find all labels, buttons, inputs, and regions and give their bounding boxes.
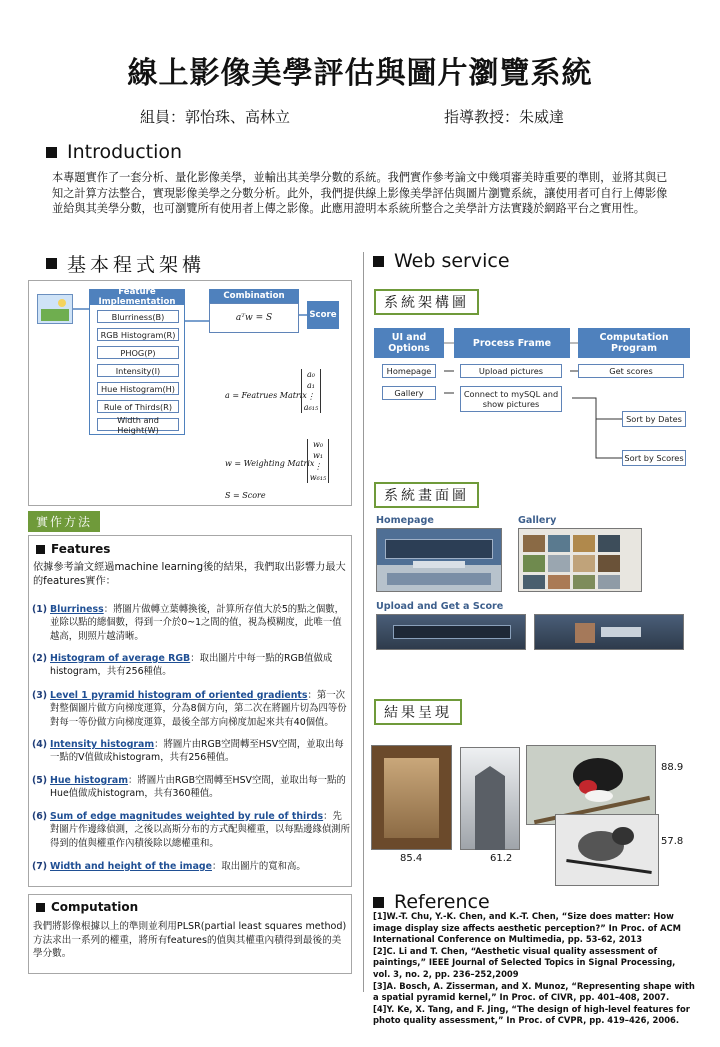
features-intro: 依據參考論文經過machine learning後的結果，我們取出影響力最大的features實作：: [33, 562, 346, 587]
window-photo: [371, 745, 452, 850]
introduction-text: 本專題實作了一套分析、量化影像美學，並輸出其美學分數的系統。我們實作參考論文中幾項審美時重要的準則，並將其與已知之計算方法整合，實現影像美學之分數分析。此外，我們提供線上影像美學評估與圖片瀏覽系統，讓使用者可自行上傳影像並給與其美學分數，也可瀏覽所有使用者上傳之影像。此應用證明本系統所整合之美學計方法實踐於網路平台之實用性。: [52, 171, 668, 215]
results-tag: 結果呈現: [374, 699, 462, 725]
item-number: (4): [32, 739, 48, 750]
vector-a: [301, 369, 321, 413]
feature-item: [32, 689, 350, 729]
feature-item: [32, 738, 350, 765]
vector-w: [307, 439, 329, 483]
item-desc: ：將圖片由RGB空間轉至HSV空間，並取出每一點的V值做成histogram，共有256種值。: [50, 739, 344, 764]
web-heading: [373, 250, 510, 272]
feature-item: [32, 652, 350, 679]
combination-header: Combination: [209, 289, 299, 303]
gallery-screenshot: [518, 528, 642, 592]
item-name: Hue histogram: [50, 775, 128, 786]
feature-box: Rule of Thirds(R): [97, 400, 179, 413]
item-number: (6): [32, 811, 48, 822]
reference-list: [373, 911, 695, 1027]
vector-w-entry: w₁: [312, 451, 324, 460]
reference-entry: [3]A. Bosch, A. Zisserman, and X. Munoz, “Representing shape with a spatial pyramid kernel,” In Proc. of CIVR, pp. 401–408, 2007.: [373, 980, 695, 1003]
homepage-screenshot: [376, 528, 502, 592]
feature-box: Intensity(I): [97, 364, 179, 377]
feature-box: Blurriness(B): [97, 310, 179, 323]
eq-a: a = Featrues Matrix: [225, 391, 307, 400]
bullet-square-icon: [46, 258, 57, 269]
item-desc: ：先對圖片作邊緣偵測，之後以高斯分布的方式配與權重，以每點邊緣偵測所得到的值與權重作內積後除以總權重和。: [50, 811, 351, 849]
introduction-heading: [46, 141, 182, 163]
column-divider: [363, 252, 364, 992]
bullet-square-icon: [373, 256, 384, 267]
item-name: Histogram of average RGB: [50, 653, 191, 664]
bird-bw-photo: [555, 814, 659, 886]
homepage-box: Homepage: [382, 364, 436, 378]
upload-pictures-box: Upload pictures: [460, 364, 562, 378]
upload-screenshot-2: [534, 614, 684, 650]
feature-item: [32, 603, 350, 643]
bullet-square-icon: [373, 897, 384, 908]
eq-s: S = Score: [225, 491, 266, 500]
item-name: Sum of edge magnitudes weighted by rule of thirds: [50, 811, 324, 822]
web-heading-text: Web service: [394, 250, 510, 272]
item-desc: ：將圖片由RGB空間轉至HSV空間，並取出每一點的Hue值做成histogram，共有360種值。: [50, 775, 346, 800]
bullet-square-icon: [36, 903, 45, 912]
item-number: (5): [32, 775, 48, 786]
item-number: (3): [32, 690, 48, 701]
item-name: Level 1 pyramid histogram of oriented gradients: [50, 690, 308, 701]
vector-a-entry: ⋮: [307, 392, 315, 401]
computation-text: 我們將影像根據以上的準則並利用PLSR(partial least squares method)方法求出一系列的權重，將所有features的值與其權重內積得到最後的美學分數。: [33, 921, 347, 959]
score-building: 61.2: [490, 853, 513, 864]
feature-box: PHOG(P): [97, 346, 179, 359]
get-scores-box: Get scores: [578, 364, 684, 378]
score-box: Score: [307, 301, 339, 329]
feature-item: [32, 810, 350, 850]
reference-entry: [2]C. Li and T. Chen, “Aesthetic visual quality assessment of paintings,” IEEE Journal of Selected Topics in Signal Processing, vol. 3, no. 2, pp. 236–252,2009: [373, 945, 676, 979]
homepage-label: Homepage: [376, 515, 434, 526]
score-window: 85.4: [400, 853, 423, 864]
features-heading: [36, 542, 110, 556]
poster-title: 線上影像美學評估與圖片瀏覽系統: [127, 56, 593, 91]
connect-mysql-box: Connect to mySQL and show pictures: [460, 386, 562, 412]
item-desc: ：將圖片做轉立葉轉換後，計算所存值大於5的點之個數，並除以點的總個數，得到一介於0~1之間的值，視為模糊度，此唯一值越高，則照片越清晰。: [50, 604, 345, 642]
item-name: Blurriness: [50, 604, 104, 615]
computation-heading: [36, 900, 138, 914]
architecture-heading-text: 基本程式架構: [67, 254, 206, 276]
system-architecture-tag: 系統架構圖: [374, 289, 479, 315]
item-desc: ：取出圖片的寬和高。: [211, 861, 306, 872]
feature-header: Feature Implementation: [89, 289, 185, 305]
reference-heading: [373, 891, 490, 913]
reference-entry: [1]W.-T. Chu, Y.-K. Chen, and K.-T. Chen, “Size does matter: How image display size affects aesthetic perception?” In Proc. of ACM International Conference on Multimedia, pp. 53-62, 2013: [373, 911, 682, 945]
item-number: (1): [32, 604, 48, 615]
feature-box: Width and Height(W): [97, 418, 179, 431]
bullet-square-icon: [46, 147, 57, 158]
feature-box: RGB Histogram(R): [97, 328, 179, 341]
advisor: 指導教授：朱威達: [444, 108, 565, 126]
score-bird-bw: 57.8: [661, 836, 684, 847]
architecture-diagram: [28, 280, 352, 506]
upload-label: Upload and Get a Score: [376, 601, 504, 612]
feature-item: [32, 860, 350, 873]
gallery-box: Gallery: [382, 386, 436, 400]
combination-formula: aᵀw = S: [209, 303, 299, 333]
implementation-tag: 實作方法: [28, 511, 100, 532]
vector-w-entry: w₀: [312, 440, 324, 449]
score-bird: 88.9: [661, 762, 684, 773]
vector-w-entry: w₆₁₅: [309, 473, 327, 482]
upload-screenshot-1: [376, 614, 526, 650]
sort-by-dates-box: Sort by Dates: [622, 411, 686, 427]
bullet-square-icon: [36, 545, 45, 554]
vector-a-entry: a₁: [307, 381, 315, 390]
gallery-label: Gallery: [518, 515, 557, 526]
process-frame-header: Process Frame: [454, 328, 570, 358]
sort-by-scores-box: Sort by Scores: [622, 450, 686, 466]
vector-a-entry: a₆₁₅: [303, 403, 319, 412]
feature-box: Hue Histogram(H): [97, 382, 179, 395]
reference-entry: [4]Y. Ke, X. Tang, and F. Jing, “The design of high-level features for photo quality assessment,” In Proc. of CVPR, pp. 419–426, 2006.: [373, 1003, 690, 1026]
item-number: (7): [32, 861, 48, 872]
building-photo: [460, 747, 520, 850]
computation-program-header: Computation Program: [578, 328, 690, 358]
vector-w-entry: ⋮: [314, 462, 322, 471]
ui-options-header: UI and Options: [374, 328, 444, 358]
bird-photo: [526, 745, 656, 825]
item-desc: ：第一次對整個圖片做方向梯度運算，分為8個方向，第二次在將圖片切為四等份對每一等份做方向梯度運算，最後全部方向梯度加起來共有40個值。: [50, 690, 347, 728]
introduction-heading-text: Introduction: [67, 141, 183, 163]
features-heading-text: Features: [51, 542, 111, 556]
members: 組員：郭怡珠、高林立: [140, 108, 291, 126]
item-name: Intensity histogram: [50, 739, 155, 750]
system-screens-tag: 系統畫面圖: [374, 482, 479, 508]
item-number: (2): [32, 653, 48, 664]
vector-a-entry: a₀: [307, 370, 315, 379]
architecture-heading: [46, 250, 205, 277]
computation-heading-text: Computation: [51, 900, 139, 914]
reference-heading-text: Reference: [394, 891, 490, 913]
item-desc: ：取出圖片中每一點的RGB值做成histogram，共有256種值。: [50, 653, 333, 678]
feature-item: [32, 774, 350, 801]
image-icon: [37, 294, 73, 324]
eq-w: w = Weighting Matrix: [225, 459, 315, 468]
item-name: Width and height of the image: [50, 861, 212, 872]
